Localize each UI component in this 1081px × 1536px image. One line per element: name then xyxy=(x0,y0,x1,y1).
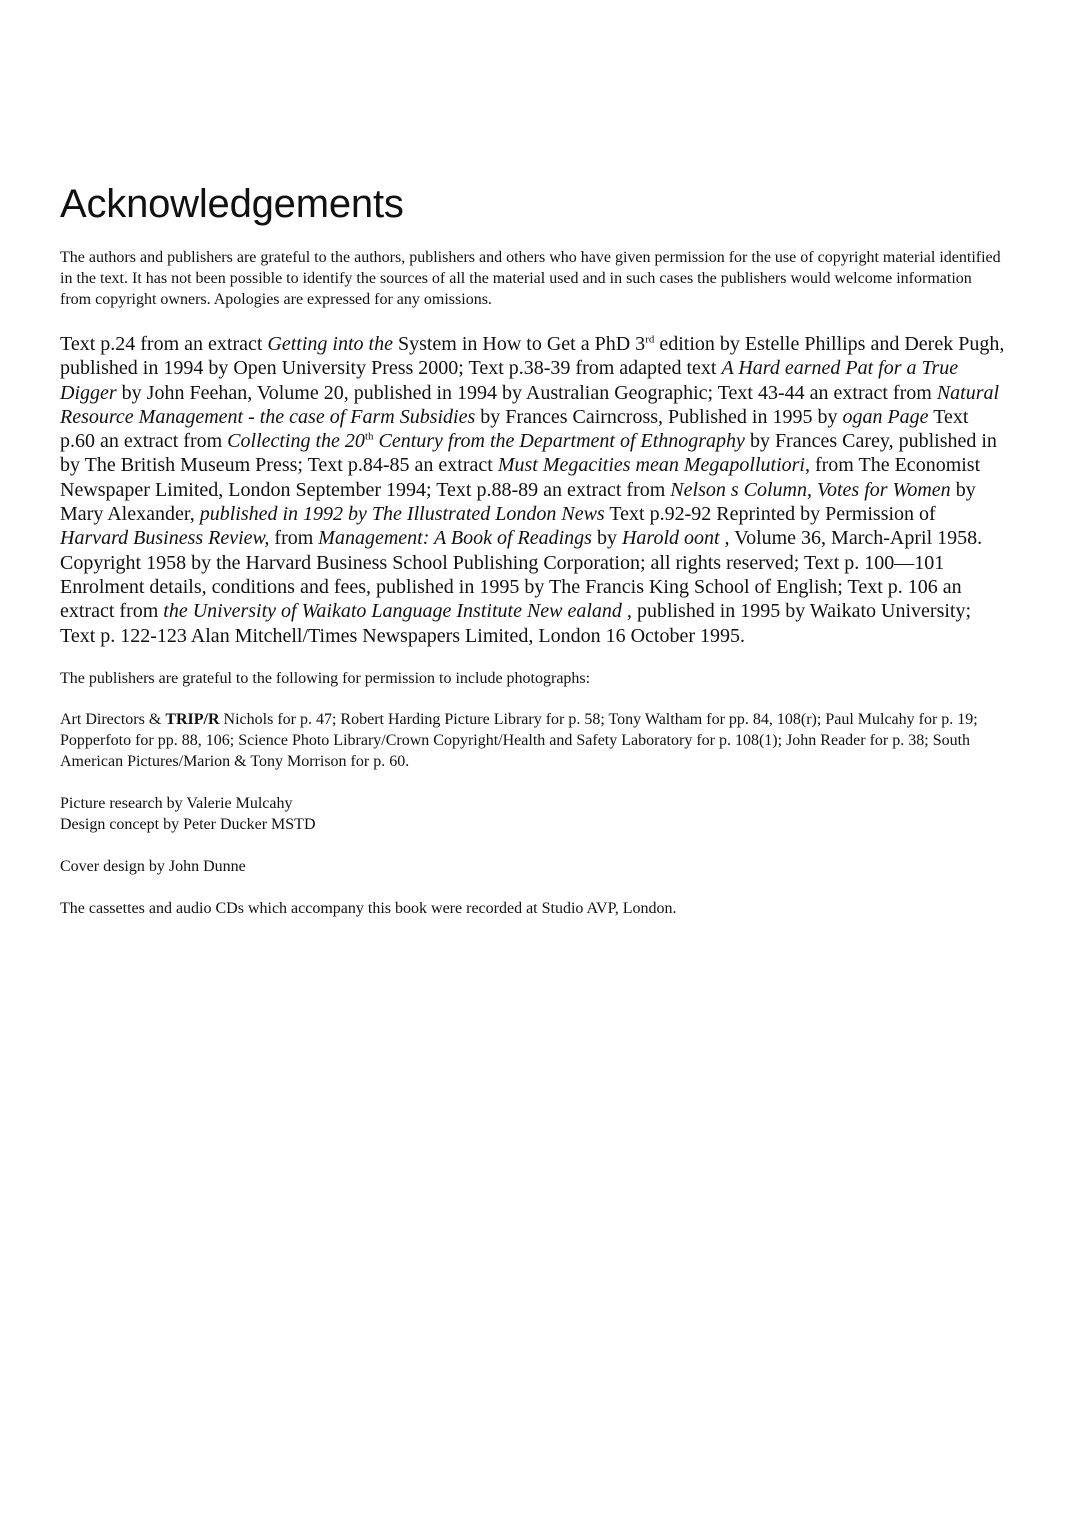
text-credit-italic: Management: A Book of Readings xyxy=(318,527,592,550)
text-credit-run: Volume 36, March-April 1958. Copyright 1958 by the Harvard Business School Publishing Corporation; all rights reserved; Text p. 100—101 Enrolment details, conditions and fees, published in 1995 by The Francis King School of English; Text p. 106 an extract from xyxy=(60,527,983,623)
acknowledgements-page xyxy=(60,178,1005,919)
text-credit-run: Text p.24 from an extract xyxy=(60,333,268,355)
text-credit-run: by Frances Cairncross, Published in 1995 by xyxy=(475,405,843,428)
staff-credits-paragraph xyxy=(60,793,1005,835)
photo-credit-run: Nichols for p. 47; Robert Harding Picture Library for p. 58; Tony Waltham for pp. 84, 108(r); Paul Mulcahy for p. 19; Popperfoto for pp. 88, 106; Science Photo Library/Crown Copyright/Health and Safety Laboratory for p. 108(1); John Reader for p. 38; South American Pictures/Marion & Tony Morrison for p. 60. xyxy=(60,710,978,770)
photos-intro-paragraph: The publishers are grateful to the following for permission to include photographs: xyxy=(60,669,591,687)
intro-paragraph: The authors and publishers are grateful to the authors, publishers and others who have given permission for the use of copyright material identified in the text. It has not been possible to identify the sources of all the material used and in such cases the publishers would welcome information from copyright owners. Apologies are expressed for any omissions. xyxy=(60,249,1001,308)
text-credit-run: published in 1995 by Waikato University; Text p. 122-123 Alan Mitchell/Times Newspapers Limited, London 16 October 1995. xyxy=(60,600,972,647)
photo-credit-run: Art Directors & xyxy=(60,710,166,728)
text-credit-italic: Getting into the xyxy=(267,333,393,355)
text-credit-run: System in How to Get a PhD 3 xyxy=(392,333,646,355)
text-credit-run: by Frances Carey, published in by The British Museum Press; Text p.84-85 an extract xyxy=(60,430,997,477)
text-credit-run: by John Feehan, Volume 20, published in 1994 by Australian Geographic; Text 43-44 an extract from xyxy=(116,381,937,404)
superscript: th xyxy=(364,430,374,443)
picture-research-credit: Picture research by Valerie Mulcahy xyxy=(60,794,293,812)
text-credit-run: Text p.60 an extract from xyxy=(60,405,969,453)
text-credit-run: Text p.92-92 Reprinted by Permission of xyxy=(604,503,936,526)
text-credit-run: from The Economist Newspaper Limited, London September 1994; Text p.88-89 an extract from xyxy=(60,454,981,501)
text-credit-italic: the University of Waikato Language Institute New ealand , xyxy=(163,600,632,623)
text-credit-run: from xyxy=(269,527,319,550)
photo-credit-bold: TRIP/R xyxy=(165,710,220,728)
superscript: rd xyxy=(645,333,655,346)
text-credit-italic: ogan Page xyxy=(842,405,929,428)
text-credits-paragraph xyxy=(60,332,1005,648)
text-credit-run: by Mary Alexander, xyxy=(60,478,976,526)
text-credit-run: by xyxy=(591,527,622,550)
recording-credit: The cassettes and audio CDs which accompany this book were recorded at Studio AVP, London. xyxy=(60,899,677,917)
text-credit-italic: A Hard earned Pat for a True Digger xyxy=(60,357,959,404)
photo-credits-paragraph xyxy=(60,709,1005,772)
text-credit-italic: published in 1992 by The Illustrated London News xyxy=(199,503,605,526)
text-credit-italic: Collecting the 20 xyxy=(227,430,365,453)
text-credit-run: edition by Estelle Phillips and Derek Pugh, published in 1994 by Open University Press 2000; Text p.38-39 from adapted text xyxy=(60,333,1005,380)
design-concept-credit: Design concept by Peter Ducker MSTD xyxy=(60,815,316,833)
text-credit-italic: Century from the Department of Ethnography xyxy=(373,430,745,453)
text-credit-italic: Must Megacities mean Megapollutiori, xyxy=(497,454,810,477)
page-title: Acknowledgements xyxy=(60,182,404,226)
cover-design-credit: Cover design by John Dunne xyxy=(60,857,246,875)
text-credit-italic: Harvard Business Review, xyxy=(60,527,270,550)
text-credit-italic: Nelson s Column, Votes for Women xyxy=(670,478,951,501)
text-credit-italic: Natural Resource Management - the case of Farm Subsidies xyxy=(60,381,1000,428)
text-credit-italic: Harold oont , xyxy=(621,527,730,550)
